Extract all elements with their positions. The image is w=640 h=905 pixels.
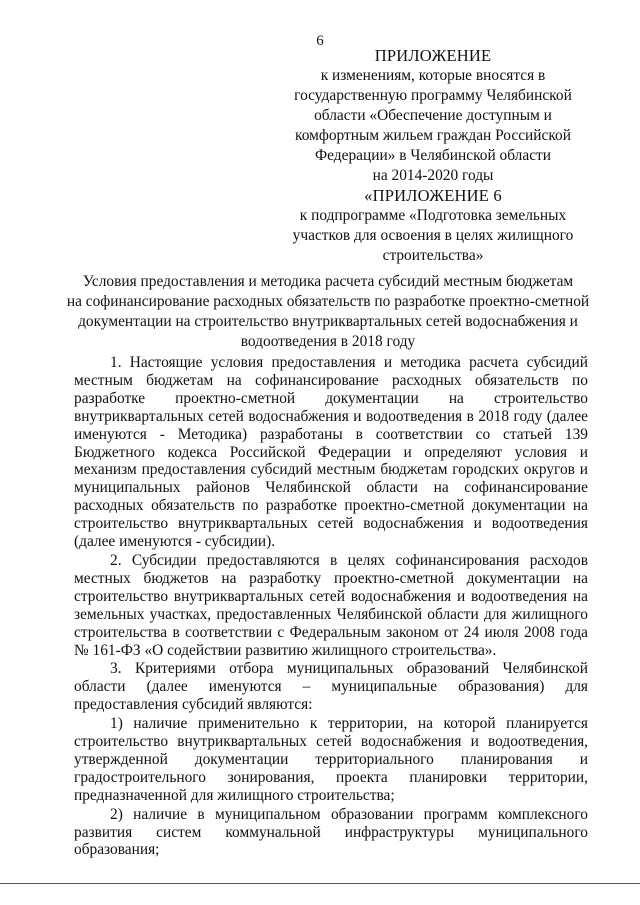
page-number: 6 [316, 33, 324, 49]
page-bottom-rule [0, 883, 640, 884]
document-heading [64, 272, 592, 352]
appendix-line: комфортным жильем граждан Российской [295, 127, 571, 144]
paragraph-criterion-1: 1) наличие применительно к территории, на которой планируется строительство внутриквартальных сетей водоснабжения и водоотведения, утвержденной документации территориального планирования и градостроительного зонирования, проекта планировки территории, предназначенной для жилищного строительства; [74, 715, 588, 804]
heading-line: на софинансирование расходных обязательств по разработке проектно-сметной [66, 293, 590, 310]
paragraph-1: 1. Настоящие условия предоставления и методика расчета субсидий местным бюджетам на софинансирование расходных обязательств по разработке проектно-сметной документации на строительство внутриквартальных сетей водоснабжения и водоотведения в 2018 году (далее именуются - Методика) разработаны в соответствии со статьей 139 Бюджетного кодекса Российской Федерации и определяют условия и механизм предоставления субсидий местным бюджетам городских округов и муниципальных районов Челябинской области на софинансирование расходных обязательств по разработке проектно-сметной документации на строительство внутриквартальных сетей водоснабжения и водоотведения (далее именуются - субсидии). [74, 354, 588, 551]
appendix-line: области «Обеспечение доступным и [314, 107, 552, 124]
appendix6-title: «ПРИЛОЖЕНИЕ 6 [364, 186, 502, 205]
heading-line: Условия предоставления и методика расчета субсидий местным бюджетам [82, 273, 574, 290]
paragraph-3: 3. Критериями отбора муниципальных образований Челябинской области (далее именуются – муниципальные образования) для предоставления субсидий являются: [74, 660, 588, 714]
appendix-title: ПРИЛОЖЕНИЕ [374, 46, 492, 65]
appendix-line: к изменениям, которые вносятся в [320, 67, 546, 84]
appendix6-header [292, 186, 574, 266]
appendix-header [292, 46, 574, 186]
appendix6-line: строительства» [382, 247, 484, 264]
heading-line: документации на строительство внутриквартальных сетей водоснабжения и [78, 313, 578, 330]
appendix-line: Федерации» в Челябинской области [315, 147, 551, 164]
heading-line: водоотведения в 2018 году [240, 333, 416, 350]
appendix6-line: участков для освоения в целях жилищного [292, 227, 574, 244]
paragraph-2: 2. Субсидии предоставляются в целях софинансирования расходов местных бюджетов на разработку проектно-сметной документации на строительство внутриквартальных сетей водоснабжения и водоотведения на земельных участках, предоставленных Челябинской области для жилищного строительства в соответствии с Федеральным законом от 24 июля 2008 года № 161-ФЗ «О содействии развитию жилищного строительства». [74, 551, 588, 659]
appendix-line: государственную программу Челябинской [294, 87, 572, 104]
appendix6-line: к подпрограмме «Подготовка земельных [299, 207, 567, 224]
appendix-line: на 2014-2020 годы [372, 167, 494, 184]
paragraph-criterion-2: 2) наличие в муниципальном образовании программ комплексного развития систем коммунальной инфраструктуры муниципального образования; [74, 805, 588, 859]
document-body [74, 354, 588, 860]
